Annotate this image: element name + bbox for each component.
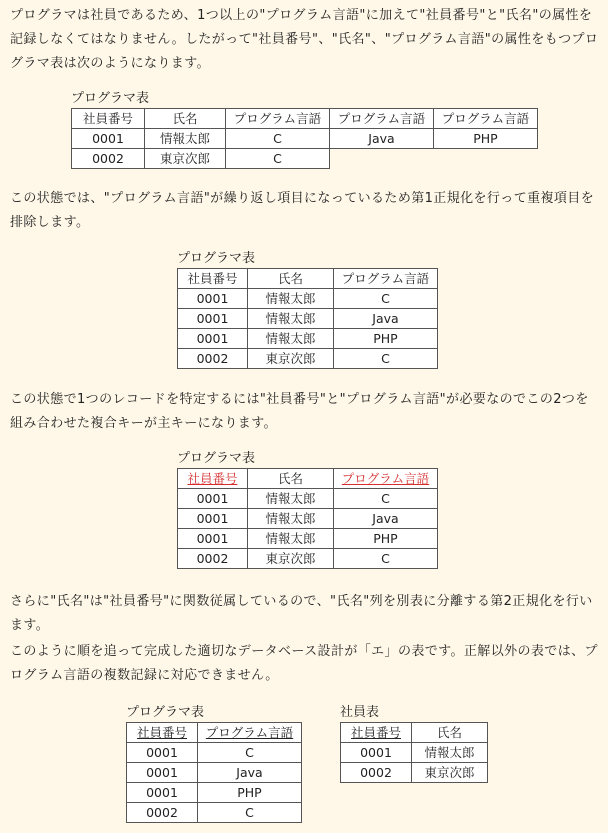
table-cell: 東京次郎 xyxy=(145,149,226,169)
table4 xyxy=(126,722,302,823)
table-cell: 0001 xyxy=(178,489,248,509)
table-cell: Java xyxy=(330,129,434,149)
header-cell: プログラム言語 xyxy=(334,269,438,289)
table3-block xyxy=(177,450,438,569)
table3 xyxy=(177,468,438,569)
table-cell: PHP xyxy=(434,129,538,149)
table-header-row xyxy=(341,723,488,743)
table-cell: 0001 xyxy=(178,289,248,309)
header-cell: 氏名 xyxy=(145,109,226,129)
header-cell: プログラム言語 xyxy=(226,109,330,129)
table-cell: C xyxy=(334,289,438,309)
table-cell: C xyxy=(198,803,302,823)
table-row xyxy=(127,743,302,763)
table3-caption: プログラマ表 xyxy=(177,451,256,466)
table1-block xyxy=(71,90,538,169)
table-cell: C xyxy=(226,129,330,149)
table-cell: C xyxy=(226,149,330,169)
table-cell: Java xyxy=(198,763,302,783)
table-row xyxy=(178,549,438,569)
primary-key-header: プログラム言語 xyxy=(334,469,438,489)
paragraph-conclusion: このように順を追って完成した適切なデータベース設計が「エ」の表です。正解以外の表では、プログラム言語の複数記録に対応できません。 xyxy=(10,644,598,683)
paragraph-first-normalization: この状態では、"プログラム言語"が繰り返し項目になっているため第1正規化を行って重複項目を排除します。 xyxy=(10,191,595,230)
table-cell: 0001 xyxy=(178,509,248,529)
header-cell: プログラム言語 xyxy=(434,109,538,129)
table-cell: 0001 xyxy=(178,309,248,329)
table-cell: 情報太郎 xyxy=(248,489,334,509)
table5 xyxy=(340,722,488,783)
paragraph-intro: プログラマは社員であるため、1つ以上の"プログラム言語"に加えて"社員番号"と"氏名"の属性を記録しなくてはなりません。したがって"社員番号"、"氏名"、"プログラム言語"の属性をもつプログラマ表は次のようになります。 xyxy=(10,8,599,71)
header-cell: 氏名 xyxy=(248,269,334,289)
table-header-row xyxy=(127,723,302,743)
table-row xyxy=(127,763,302,783)
table-cell: Java xyxy=(334,509,438,529)
header-cell: 社員番号 xyxy=(178,269,248,289)
table-row xyxy=(127,783,302,803)
header-cell: 社員番号 xyxy=(72,109,145,129)
table-cell: 情報太郎 xyxy=(145,129,226,149)
table-row xyxy=(341,743,488,763)
table-cell: 0001 xyxy=(127,783,198,803)
table-cell: 情報太郎 xyxy=(248,529,334,549)
empty-cell xyxy=(434,149,538,169)
table-cell: C xyxy=(334,489,438,509)
table-cell: 情報太郎 xyxy=(248,509,334,529)
table2-caption: プログラマ表 xyxy=(177,251,256,266)
table-cell: 情報太郎 xyxy=(248,309,334,329)
header-cell: 氏名 xyxy=(412,723,488,743)
table-row xyxy=(178,329,438,349)
table5-caption: 社員表 xyxy=(340,705,380,720)
table-row xyxy=(178,309,438,329)
table-cell: 0001 xyxy=(178,529,248,549)
primary-key-header: 社員番号 xyxy=(178,469,248,489)
table4-caption: プログラマ表 xyxy=(126,705,205,720)
table-cell: 東京次郎 xyxy=(248,549,334,569)
table-cell: C xyxy=(198,743,302,763)
table-cell: 0002 xyxy=(178,549,248,569)
table-cell: 東京次郎 xyxy=(248,349,334,369)
table-cell: 情報太郎 xyxy=(412,743,488,763)
table-header-row xyxy=(178,469,438,489)
table1 xyxy=(71,108,538,169)
table-row xyxy=(178,489,438,509)
empty-cell xyxy=(330,149,434,169)
table-row xyxy=(127,803,302,823)
table-row xyxy=(72,129,538,149)
table-row xyxy=(178,509,438,529)
table-cell: C xyxy=(334,349,438,369)
table2-block xyxy=(177,250,438,369)
table-cell: PHP xyxy=(334,529,438,549)
table-cell: 情報太郎 xyxy=(248,289,334,309)
table-row xyxy=(178,349,438,369)
table-row xyxy=(72,149,538,169)
table-cell: 0001 xyxy=(341,743,412,763)
paragraph-second-normalization: さらに"氏名"は"社員番号"に関数従属しているので、"氏名"列を別表に分離する第2正規化を行います。 xyxy=(10,594,593,633)
table-row xyxy=(341,763,488,783)
table-header-row xyxy=(178,269,438,289)
table2 xyxy=(177,268,438,369)
table1-caption: プログラマ表 xyxy=(71,91,150,106)
table-cell: 0001 xyxy=(127,743,198,763)
table-cell: 0001 xyxy=(178,329,248,349)
table5-block xyxy=(340,704,488,783)
table-cell: Java xyxy=(334,309,438,329)
table-cell: 0002 xyxy=(127,803,198,823)
table-cell: 0002 xyxy=(178,349,248,369)
table4-block xyxy=(126,704,302,823)
primary-key-header: 社員番号 xyxy=(341,723,412,743)
header-cell: プログラム言語 xyxy=(330,109,434,129)
table-cell: 0002 xyxy=(72,149,145,169)
table-cell: C xyxy=(334,549,438,569)
table-cell: 東京次郎 xyxy=(412,763,488,783)
table-cell: 0001 xyxy=(127,763,198,783)
table-cell: 0001 xyxy=(72,129,145,149)
table-cell: PHP xyxy=(198,783,302,803)
table-row xyxy=(178,529,438,549)
primary-key-header: 社員番号 xyxy=(127,723,198,743)
table-header-row xyxy=(72,109,538,129)
table-cell: 情報太郎 xyxy=(248,329,334,349)
table-cell: 0002 xyxy=(341,763,412,783)
table-cell: PHP xyxy=(334,329,438,349)
paragraph-composite-key: この状態で1つのレコードを特定するには"社員番号"と"プログラム言語"が必要なのでこの2つを組み合わせた複合キーが主キーになります。 xyxy=(10,392,589,431)
header-cell: 氏名 xyxy=(248,469,334,489)
table-row xyxy=(178,289,438,309)
primary-key-header: プログラム言語 xyxy=(198,723,302,743)
